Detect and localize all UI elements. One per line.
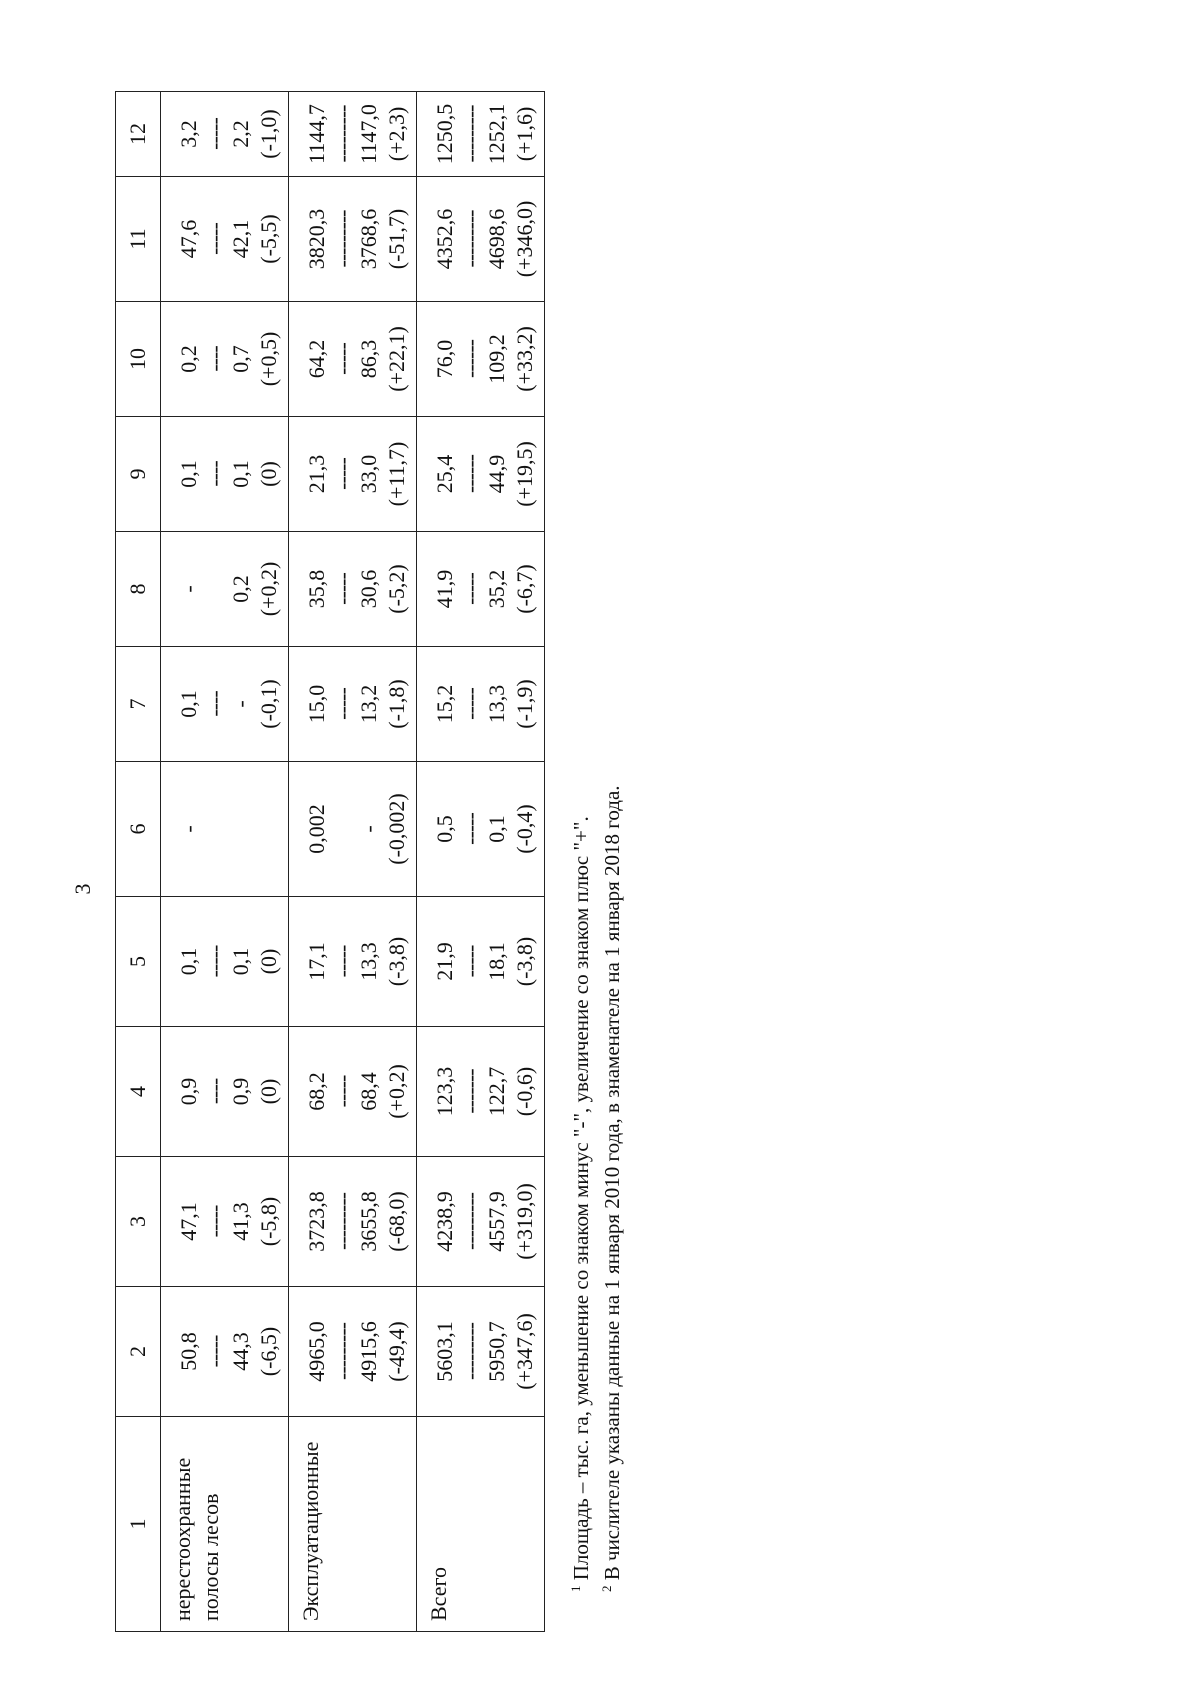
cell-diff: (-1,8) [384,679,409,729]
cell-diff: (-5,5) [256,214,281,264]
cell-num: 76,0 [432,339,457,379]
table-cell [161,177,289,302]
column-header: 8 [116,532,161,647]
table-row [161,92,289,1632]
cell-diff: (-49,4) [384,1321,409,1382]
table-row [289,92,417,1632]
cell-num: 1144,7 [304,104,329,164]
cell-dash: --------- [330,210,355,268]
cell-dash: --------- [458,210,483,268]
page-number: 3 [70,883,95,895]
column-header: 6 [116,762,161,897]
header-row [116,92,161,1632]
cell-dash: --------- [330,105,355,163]
cell-diff: (-0,002) [384,793,409,865]
cell-diff: (-0,6) [512,1066,537,1117]
cell-num: 4352,6 [432,208,457,270]
cell-diff: (+346,0) [512,200,537,278]
row-label: нерестоохранные полосы лесов [161,1417,289,1632]
table-cell [289,177,417,302]
cell-dash [331,827,355,832]
cell-diff: (-3,8) [384,936,409,987]
column-header: 11 [116,177,161,302]
cell-dash: ----- [330,1075,355,1108]
table-cell [289,92,417,177]
cell-den: 3768,6 [356,208,381,270]
cell-dash: ----- [330,458,355,490]
table-cell [417,417,545,532]
table-cell [289,897,417,1027]
column-header: 12 [116,92,161,177]
table-cell [161,897,289,1027]
cell-diff: (0) [256,1078,281,1105]
footnote-1: $^1$ Площадь – тыс. га, уменьшение со знаком минус "-", увеличение со знаком плюс "+". [568,816,593,1592]
cell-dash: --------- [458,1323,483,1380]
cell-dash [203,587,227,592]
cell-num: 4238,9 [432,1191,457,1252]
table-cell [161,532,289,647]
cell-den: - [228,700,253,708]
cell-den: 18,1 [484,942,509,981]
cell-diff: (+11,7) [384,441,409,507]
cell-num: 15,2 [432,684,457,724]
cell-den: 41,3 [228,1202,253,1241]
table-cell [161,302,289,417]
cell-den: 4698,6 [484,208,509,270]
cell-dash: ----- [458,813,483,845]
cell-den: 13,3 [356,942,381,981]
cell-num: 47,6 [176,219,201,259]
cell-num: 0,2 [176,345,201,373]
cell-diff: (-51,7) [384,208,409,270]
table-cell [289,647,417,762]
table-cell [289,1157,417,1287]
cell-dash: ----- [202,945,227,978]
cell-diff [255,826,283,832]
cell-dash: ------ [458,455,483,493]
column-header: 4 [116,1027,161,1157]
cell-diff: (-5,2) [384,564,409,614]
cell-dash: ----- [458,688,483,720]
cell-den: 109,2 [484,334,509,384]
cell-den: 0,9 [228,1077,253,1106]
cell-dash: ------ [458,340,483,378]
column-header: 10 [116,302,161,417]
table-cell [417,1027,545,1157]
cell-dash: ----- [202,223,227,255]
cell-den: 4557,9 [484,1191,509,1252]
cell-diff: (-0,4) [512,804,537,854]
cell-num: 3820,3 [304,208,329,270]
cell-dash: ----- [202,1205,227,1238]
cell-den: 33,0 [356,454,381,494]
cell-diff: (-5,8) [256,1196,281,1247]
cell-diff: (0) [256,461,281,487]
cell-den: 30,6 [356,569,381,609]
cell-dash: ---- [202,346,227,372]
cell-num: 0,5 [432,815,457,843]
cell-dash: --------- [330,1193,355,1250]
cell-den: 0,1 [484,815,509,843]
cell-diff: (-6,7) [512,564,537,614]
column-header: 5 [116,897,161,1027]
column-header: 2 [116,1287,161,1417]
cell-num: 17,1 [304,942,329,981]
cell-dash: --------- [458,1193,483,1250]
cell-num: 64,2 [304,339,329,379]
cell-den: 42,1 [228,219,253,259]
cell-dash: ----- [458,945,483,978]
table-cell [417,762,545,897]
cell-den: 4915,6 [356,1321,381,1382]
cell-den: 13,2 [356,684,381,724]
cell-diff: (-68,0) [384,1191,409,1252]
cell-den: 35,2 [484,569,509,609]
cell-den: 0,7 [228,345,253,373]
column-header: 3 [116,1157,161,1287]
cell-dash: ----- [330,688,355,720]
cell-diff: (0) [256,948,281,975]
cell-den: 2,2 [228,120,253,148]
cell-diff: (-0,1) [256,679,281,729]
cell-num: 68,2 [304,1072,329,1111]
table-cell [417,532,545,647]
table-cell [417,897,545,1027]
table-body [116,92,545,1632]
cell-den: 0,1 [228,460,253,488]
table-cell [289,532,417,647]
table-cell [289,1287,417,1417]
cell-num: 47,1 [176,1202,201,1241]
cell-den: 0,2 [228,575,253,603]
cell-den: 44,9 [484,454,509,494]
cell-diff: (+33,2) [512,326,537,392]
row-label: Всего [417,1417,545,1632]
table-cell [417,302,545,417]
table-cell [417,92,545,177]
table-cell [289,302,417,417]
cell-dash [203,827,227,832]
cell-num: 4965,0 [304,1321,329,1382]
cell-num: - [176,825,201,833]
cell-den: 44,3 [228,1332,253,1371]
table-cell [161,762,289,897]
cell-den: 1147,0 [356,104,381,164]
column-header: 9 [116,417,161,532]
table-cell [417,647,545,762]
table-cell [289,762,417,897]
cell-num: 123,3 [432,1066,457,1117]
table-cell [161,647,289,762]
cell-den: 86,3 [356,339,381,379]
cell-num: 35,8 [304,569,329,609]
cell-diff: (+0,2) [384,1064,409,1119]
table-cell [289,417,417,532]
table-row [417,92,545,1632]
table-cell [417,177,545,302]
cell-num: 0,1 [176,460,201,488]
cell-num: 5603,1 [432,1321,457,1382]
cell-den: 68,4 [356,1072,381,1111]
cell-dash: ---- [202,691,227,717]
cell-diff: (+19,5) [512,441,537,507]
cell-dash: ----- [330,573,355,605]
cell-num: 25,4 [432,454,457,494]
cell-num: 0,1 [176,947,201,976]
cell-dash: --------- [458,105,483,163]
cell-num: 15,0 [304,684,329,724]
cell-dash: ----- [202,1335,227,1368]
cell-den: - [356,825,381,833]
cell-dash: ---- [202,1078,227,1105]
cell-dash: ---- [202,461,227,487]
cell-diff: (-1,9) [512,679,537,729]
cell-num: 50,8 [176,1332,201,1371]
cell-dash: ----- [330,945,355,978]
footnotes [563,785,625,1592]
cell-den: 3655,8 [356,1191,381,1252]
column-header: 1 [116,1417,161,1632]
cell-num: 3723,8 [304,1191,329,1252]
cell-num: 0,002 [304,804,329,854]
cell-num: 1250,5 [432,103,457,165]
cell-den: 1252,1 [484,103,509,165]
table-cell [417,1287,545,1417]
cell-diff: (+22,1) [384,326,409,392]
cell-den [227,826,255,832]
cell-num: 0,1 [176,690,201,718]
cell-num: 41,9 [432,569,457,609]
cell-diff: (-3,8) [512,936,537,987]
cell-diff: (+2,3) [384,106,409,162]
cell-num: 0,9 [176,1077,201,1106]
cell-diff: (+319,0) [512,1183,537,1260]
table-cell [161,417,289,532]
cell-den: 0,1 [228,947,253,976]
cell-den: 122,7 [484,1066,509,1117]
cell-diff: (+0,5) [256,331,281,387]
cell-num: - [176,585,201,593]
table-cell [417,1157,545,1287]
column-header: 7 [116,647,161,762]
row-label: Эксплуатационные [289,1417,417,1632]
cell-diff: (+0,2) [256,561,281,617]
cell-dash: ----- [458,573,483,605]
table-cell [161,1027,289,1157]
cell-dash: ----- [330,343,355,375]
cell-dash: --------- [330,1323,355,1380]
table-cell [289,1027,417,1157]
table-cell [161,1287,289,1417]
cell-diff: (+347,6) [512,1313,537,1390]
table-cell [161,92,289,177]
cell-dash: ------- [458,1069,483,1114]
cell-diff: (+1,6) [512,106,537,162]
cell-num: 3,2 [176,120,201,148]
cell-dash: ----- [202,118,227,150]
rotated-table-area [115,92,635,1632]
table-cell [161,1157,289,1287]
footnote-2: $^2$ В числителе указаны данные на 1 января 2010 года, в знаменателе на 1 января 2018 года. [599,785,624,1592]
cell-num: 21,3 [304,454,329,494]
cell-num: 21,9 [432,942,457,981]
forest-area-table [115,91,545,1632]
cell-diff: (-1,0) [256,109,281,159]
cell-den: 13,3 [484,684,509,724]
cell-diff: (-6,5) [256,1326,281,1377]
cell-den: 5950,7 [484,1321,509,1382]
